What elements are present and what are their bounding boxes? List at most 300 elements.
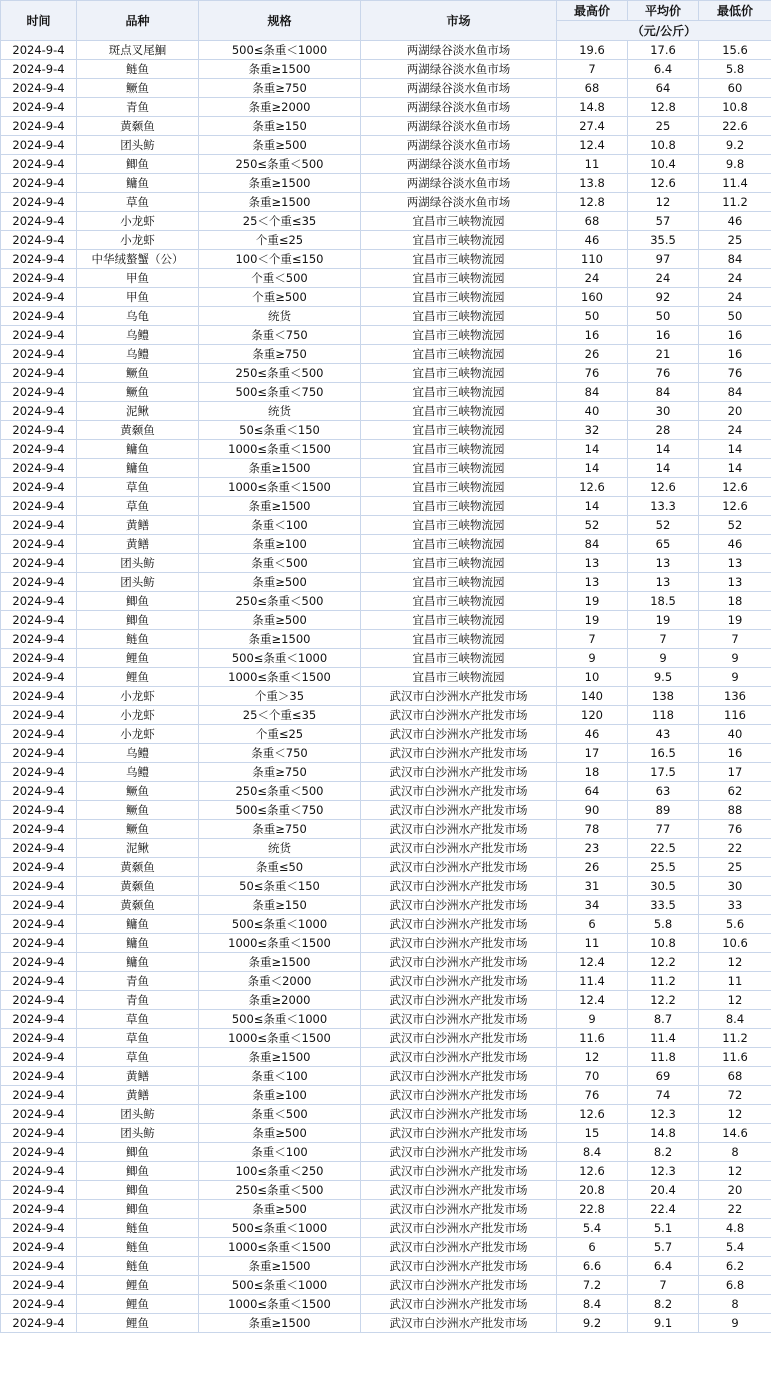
cell-date: 2024-9-4 bbox=[1, 953, 77, 972]
cell-market: 宜昌市三峡物流园 bbox=[361, 516, 557, 535]
cell-min-price: 24 bbox=[699, 421, 771, 440]
cell-avg-price: 12.6 bbox=[628, 478, 699, 497]
cell-spec: 100＜个重≤150 bbox=[199, 250, 361, 269]
cell-market: 武汉市白沙洲水产批发市场 bbox=[361, 1295, 557, 1314]
cell-min-price: 6.8 bbox=[699, 1276, 771, 1295]
cell-market: 宜昌市三峡物流园 bbox=[361, 231, 557, 250]
cell-avg-price: 17.5 bbox=[628, 763, 699, 782]
cell-spec: 条重≥1500 bbox=[199, 193, 361, 212]
cell-avg-price: 97 bbox=[628, 250, 699, 269]
cell-max-price: 68 bbox=[557, 79, 628, 98]
cell-market: 武汉市白沙洲水产批发市场 bbox=[361, 782, 557, 801]
cell-date: 2024-9-4 bbox=[1, 820, 77, 839]
table-row bbox=[1, 1143, 771, 1162]
cell-spec: 条重≥1500 bbox=[199, 1314, 361, 1333]
cell-market: 武汉市白沙洲水产批发市场 bbox=[361, 1219, 557, 1238]
cell-avg-price: 10.8 bbox=[628, 934, 699, 953]
cell-date: 2024-9-4 bbox=[1, 1143, 77, 1162]
cell-date: 2024-9-4 bbox=[1, 573, 77, 592]
cell-max-price: 13 bbox=[557, 573, 628, 592]
cell-avg-price: 76 bbox=[628, 364, 699, 383]
cell-variety: 鳙鱼 bbox=[77, 915, 199, 934]
cell-date: 2024-9-4 bbox=[1, 155, 77, 174]
cell-variety: 鳜鱼 bbox=[77, 364, 199, 383]
cell-market: 武汉市白沙洲水产批发市场 bbox=[361, 1086, 557, 1105]
cell-date: 2024-9-4 bbox=[1, 725, 77, 744]
cell-max-price: 14 bbox=[557, 440, 628, 459]
cell-avg-price: 5.1 bbox=[628, 1219, 699, 1238]
table-header bbox=[1, 1, 771, 41]
cell-date: 2024-9-4 bbox=[1, 1276, 77, 1295]
cell-spec: 条重≥100 bbox=[199, 535, 361, 554]
cell-spec: 条重≥1500 bbox=[199, 630, 361, 649]
cell-avg-price: 16 bbox=[628, 326, 699, 345]
cell-max-price: 8.4 bbox=[557, 1143, 628, 1162]
cell-variety: 鲫鱼 bbox=[77, 1200, 199, 1219]
cell-spec: 1000≤条重＜1500 bbox=[199, 668, 361, 687]
cell-variety: 甲鱼 bbox=[77, 288, 199, 307]
table-row bbox=[1, 345, 771, 364]
table-row bbox=[1, 1200, 771, 1219]
cell-variety: 乌鳢 bbox=[77, 326, 199, 345]
cell-market: 宜昌市三峡物流园 bbox=[361, 212, 557, 231]
cell-variety: 鲫鱼 bbox=[77, 155, 199, 174]
cell-variety: 鳙鱼 bbox=[77, 440, 199, 459]
cell-max-price: 14 bbox=[557, 459, 628, 478]
cell-avg-price: 14 bbox=[628, 459, 699, 478]
table-row bbox=[1, 972, 771, 991]
cell-min-price: 11.4 bbox=[699, 174, 771, 193]
cell-avg-price: 63 bbox=[628, 782, 699, 801]
cell-spec: 条重＜500 bbox=[199, 1105, 361, 1124]
cell-min-price: 17 bbox=[699, 763, 771, 782]
cell-market: 宜昌市三峡物流园 bbox=[361, 554, 557, 573]
cell-date: 2024-9-4 bbox=[1, 1238, 77, 1257]
cell-spec: 250≤条重＜500 bbox=[199, 155, 361, 174]
cell-variety: 黄颡鱼 bbox=[77, 858, 199, 877]
cell-min-price: 52 bbox=[699, 516, 771, 535]
cell-date: 2024-9-4 bbox=[1, 174, 77, 193]
cell-max-price: 26 bbox=[557, 345, 628, 364]
cell-market: 武汉市白沙洲水产批发市场 bbox=[361, 877, 557, 896]
cell-max-price: 12.4 bbox=[557, 953, 628, 972]
table-row bbox=[1, 858, 771, 877]
cell-spec: 条重≥1500 bbox=[199, 1257, 361, 1276]
cell-min-price: 72 bbox=[699, 1086, 771, 1105]
cell-min-price: 12 bbox=[699, 1105, 771, 1124]
header-variety: 品种 bbox=[77, 1, 199, 41]
table-row bbox=[1, 193, 771, 212]
cell-max-price: 11.4 bbox=[557, 972, 628, 991]
table-row bbox=[1, 991, 771, 1010]
cell-avg-price: 28 bbox=[628, 421, 699, 440]
cell-market: 武汉市白沙洲水产批发市场 bbox=[361, 801, 557, 820]
cell-spec: 条重≥1500 bbox=[199, 953, 361, 972]
cell-min-price: 15.6 bbox=[699, 41, 771, 60]
cell-spec: 条重≥150 bbox=[199, 896, 361, 915]
cell-min-price: 46 bbox=[699, 535, 771, 554]
cell-date: 2024-9-4 bbox=[1, 79, 77, 98]
cell-min-price: 9.2 bbox=[699, 136, 771, 155]
cell-date: 2024-9-4 bbox=[1, 98, 77, 117]
cell-date: 2024-9-4 bbox=[1, 934, 77, 953]
cell-max-price: 22.8 bbox=[557, 1200, 628, 1219]
table-row bbox=[1, 896, 771, 915]
table-row bbox=[1, 440, 771, 459]
cell-min-price: 60 bbox=[699, 79, 771, 98]
cell-max-price: 12.6 bbox=[557, 1162, 628, 1181]
cell-max-price: 5.4 bbox=[557, 1219, 628, 1238]
cell-date: 2024-9-4 bbox=[1, 763, 77, 782]
cell-min-price: 30 bbox=[699, 877, 771, 896]
cell-market: 宜昌市三峡物流园 bbox=[361, 459, 557, 478]
cell-spec: 条重≥150 bbox=[199, 117, 361, 136]
cell-max-price: 160 bbox=[557, 288, 628, 307]
table-row bbox=[1, 934, 771, 953]
cell-max-price: 34 bbox=[557, 896, 628, 915]
cell-variety: 草鱼 bbox=[77, 1029, 199, 1048]
cell-min-price: 62 bbox=[699, 782, 771, 801]
cell-variety: 鲫鱼 bbox=[77, 592, 199, 611]
cell-date: 2024-9-4 bbox=[1, 516, 77, 535]
cell-spec: 条重＜2000 bbox=[199, 972, 361, 991]
cell-variety: 草鱼 bbox=[77, 497, 199, 516]
cell-min-price: 5.6 bbox=[699, 915, 771, 934]
table-row bbox=[1, 1105, 771, 1124]
cell-spec: 条重≥750 bbox=[199, 820, 361, 839]
cell-max-price: 14.8 bbox=[557, 98, 628, 117]
cell-market: 两湖绿谷淡水鱼市场 bbox=[361, 136, 557, 155]
cell-max-price: 6 bbox=[557, 1238, 628, 1257]
cell-min-price: 14 bbox=[699, 459, 771, 478]
table-row bbox=[1, 1238, 771, 1257]
cell-avg-price: 8.2 bbox=[628, 1143, 699, 1162]
cell-max-price: 27.4 bbox=[557, 117, 628, 136]
cell-date: 2024-9-4 bbox=[1, 611, 77, 630]
cell-date: 2024-9-4 bbox=[1, 1200, 77, 1219]
cell-spec: 50≤条重＜150 bbox=[199, 877, 361, 896]
table-row bbox=[1, 307, 771, 326]
cell-variety: 鲢鱼 bbox=[77, 60, 199, 79]
table-row bbox=[1, 649, 771, 668]
cell-max-price: 12.4 bbox=[557, 136, 628, 155]
cell-max-price: 17 bbox=[557, 744, 628, 763]
cell-market: 武汉市白沙洲水产批发市场 bbox=[361, 896, 557, 915]
cell-max-price: 76 bbox=[557, 364, 628, 383]
table-row bbox=[1, 383, 771, 402]
cell-avg-price: 74 bbox=[628, 1086, 699, 1105]
cell-avg-price: 22.4 bbox=[628, 1200, 699, 1219]
cell-min-price: 11.2 bbox=[699, 193, 771, 212]
cell-min-price: 8.4 bbox=[699, 1010, 771, 1029]
cell-min-price: 12 bbox=[699, 953, 771, 972]
cell-market: 武汉市白沙洲水产批发市场 bbox=[361, 972, 557, 991]
cell-market: 宜昌市三峡物流园 bbox=[361, 364, 557, 383]
cell-min-price: 10.6 bbox=[699, 934, 771, 953]
table-row bbox=[1, 478, 771, 497]
cell-market: 武汉市白沙洲水产批发市场 bbox=[361, 820, 557, 839]
cell-variety: 鳙鱼 bbox=[77, 459, 199, 478]
cell-variety: 草鱼 bbox=[77, 1048, 199, 1067]
cell-min-price: 68 bbox=[699, 1067, 771, 1086]
table-row bbox=[1, 41, 771, 60]
cell-avg-price: 9.5 bbox=[628, 668, 699, 687]
cell-date: 2024-9-4 bbox=[1, 117, 77, 136]
table-row bbox=[1, 60, 771, 79]
cell-variety: 泥鳅 bbox=[77, 402, 199, 421]
cell-date: 2024-9-4 bbox=[1, 915, 77, 934]
cell-avg-price: 89 bbox=[628, 801, 699, 820]
cell-spec: 条重＜750 bbox=[199, 326, 361, 345]
cell-avg-price: 20.4 bbox=[628, 1181, 699, 1200]
header-unit: （元/公斤） bbox=[557, 21, 771, 41]
cell-variety: 中华绒螯蟹（公） bbox=[77, 250, 199, 269]
cell-avg-price: 24 bbox=[628, 269, 699, 288]
cell-min-price: 24 bbox=[699, 288, 771, 307]
cell-spec: 条重＜750 bbox=[199, 744, 361, 763]
cell-max-price: 10 bbox=[557, 668, 628, 687]
cell-avg-price: 14.8 bbox=[628, 1124, 699, 1143]
cell-max-price: 11.6 bbox=[557, 1029, 628, 1048]
cell-spec: 条重≤50 bbox=[199, 858, 361, 877]
cell-market: 武汉市白沙洲水产批发市场 bbox=[361, 1143, 557, 1162]
cell-date: 2024-9-4 bbox=[1, 231, 77, 250]
cell-max-price: 19 bbox=[557, 611, 628, 630]
cell-variety: 团头鲂 bbox=[77, 1105, 199, 1124]
cell-date: 2024-9-4 bbox=[1, 668, 77, 687]
cell-variety: 小龙虾 bbox=[77, 231, 199, 250]
cell-avg-price: 6.4 bbox=[628, 1257, 699, 1276]
cell-spec: 条重≥2000 bbox=[199, 98, 361, 117]
cell-spec: 250≤条重＜500 bbox=[199, 364, 361, 383]
cell-min-price: 22 bbox=[699, 839, 771, 858]
cell-min-price: 25 bbox=[699, 858, 771, 877]
cell-date: 2024-9-4 bbox=[1, 383, 77, 402]
cell-market: 宜昌市三峡物流园 bbox=[361, 592, 557, 611]
table-row bbox=[1, 706, 771, 725]
cell-variety: 鳙鱼 bbox=[77, 174, 199, 193]
cell-min-price: 76 bbox=[699, 364, 771, 383]
cell-date: 2024-9-4 bbox=[1, 649, 77, 668]
cell-avg-price: 17.6 bbox=[628, 41, 699, 60]
table-row bbox=[1, 1257, 771, 1276]
cell-market: 武汉市白沙洲水产批发市场 bbox=[361, 1048, 557, 1067]
table-row bbox=[1, 250, 771, 269]
cell-spec: 50≤条重＜150 bbox=[199, 421, 361, 440]
cell-date: 2024-9-4 bbox=[1, 877, 77, 896]
cell-min-price: 116 bbox=[699, 706, 771, 725]
cell-date: 2024-9-4 bbox=[1, 554, 77, 573]
table-row bbox=[1, 421, 771, 440]
cell-date: 2024-9-4 bbox=[1, 1181, 77, 1200]
cell-market: 宜昌市三峡物流园 bbox=[361, 269, 557, 288]
cell-date: 2024-9-4 bbox=[1, 60, 77, 79]
cell-variety: 小龙虾 bbox=[77, 725, 199, 744]
cell-spec: 条重≥1500 bbox=[199, 60, 361, 79]
table-row bbox=[1, 535, 771, 554]
cell-market: 武汉市白沙洲水产批发市场 bbox=[361, 1010, 557, 1029]
cell-date: 2024-9-4 bbox=[1, 1219, 77, 1238]
cell-date: 2024-9-4 bbox=[1, 592, 77, 611]
cell-spec: 条重＜100 bbox=[199, 1143, 361, 1162]
cell-spec: 条重≥1500 bbox=[199, 459, 361, 478]
table-row bbox=[1, 820, 771, 839]
cell-max-price: 32 bbox=[557, 421, 628, 440]
cell-variety: 斑点叉尾鮰 bbox=[77, 41, 199, 60]
cell-min-price: 14.6 bbox=[699, 1124, 771, 1143]
cell-spec: 条重≥1500 bbox=[199, 174, 361, 193]
cell-date: 2024-9-4 bbox=[1, 250, 77, 269]
cell-date: 2024-9-4 bbox=[1, 345, 77, 364]
cell-market: 宜昌市三峡物流园 bbox=[361, 250, 557, 269]
cell-avg-price: 25.5 bbox=[628, 858, 699, 877]
cell-min-price: 5.8 bbox=[699, 60, 771, 79]
cell-max-price: 19 bbox=[557, 592, 628, 611]
cell-min-price: 12 bbox=[699, 1162, 771, 1181]
cell-min-price: 11.2 bbox=[699, 1029, 771, 1048]
cell-max-price: 70 bbox=[557, 1067, 628, 1086]
cell-spec: 250≤条重＜500 bbox=[199, 782, 361, 801]
cell-date: 2024-9-4 bbox=[1, 269, 77, 288]
cell-market: 宜昌市三峡物流园 bbox=[361, 478, 557, 497]
cell-max-price: 7.2 bbox=[557, 1276, 628, 1295]
cell-market: 宜昌市三峡物流园 bbox=[361, 573, 557, 592]
cell-date: 2024-9-4 bbox=[1, 839, 77, 858]
cell-max-price: 46 bbox=[557, 231, 628, 250]
cell-avg-price: 12 bbox=[628, 193, 699, 212]
cell-date: 2024-9-4 bbox=[1, 801, 77, 820]
cell-date: 2024-9-4 bbox=[1, 858, 77, 877]
cell-spec: 条重≥2000 bbox=[199, 991, 361, 1010]
cell-min-price: 20 bbox=[699, 1181, 771, 1200]
cell-variety: 黄鳝 bbox=[77, 1086, 199, 1105]
cell-min-price: 4.8 bbox=[699, 1219, 771, 1238]
cell-avg-price: 7 bbox=[628, 1276, 699, 1295]
cell-max-price: 6 bbox=[557, 915, 628, 934]
cell-max-price: 26 bbox=[557, 858, 628, 877]
table-row bbox=[1, 1276, 771, 1295]
cell-date: 2024-9-4 bbox=[1, 440, 77, 459]
cell-max-price: 12.8 bbox=[557, 193, 628, 212]
table-row bbox=[1, 573, 771, 592]
cell-date: 2024-9-4 bbox=[1, 326, 77, 345]
cell-min-price: 16 bbox=[699, 744, 771, 763]
cell-avg-price: 22.5 bbox=[628, 839, 699, 858]
cell-spec: 250≤条重＜500 bbox=[199, 592, 361, 611]
table-row bbox=[1, 98, 771, 117]
cell-avg-price: 19 bbox=[628, 611, 699, 630]
cell-variety: 鲤鱼 bbox=[77, 668, 199, 687]
table-row bbox=[1, 1219, 771, 1238]
cell-variety: 草鱼 bbox=[77, 193, 199, 212]
cell-date: 2024-9-4 bbox=[1, 1048, 77, 1067]
table-row bbox=[1, 554, 771, 573]
cell-max-price: 52 bbox=[557, 516, 628, 535]
cell-variety: 鳙鱼 bbox=[77, 953, 199, 972]
cell-spec: 条重≥750 bbox=[199, 763, 361, 782]
cell-max-price: 7 bbox=[557, 60, 628, 79]
cell-variety: 鳜鱼 bbox=[77, 383, 199, 402]
cell-spec: 条重≥500 bbox=[199, 136, 361, 155]
cell-avg-price: 10.8 bbox=[628, 136, 699, 155]
cell-avg-price: 52 bbox=[628, 516, 699, 535]
cell-date: 2024-9-4 bbox=[1, 991, 77, 1010]
cell-spec: 个重≥500 bbox=[199, 288, 361, 307]
cell-min-price: 24 bbox=[699, 269, 771, 288]
cell-avg-price: 84 bbox=[628, 383, 699, 402]
cell-avg-price: 12.2 bbox=[628, 991, 699, 1010]
cell-spec: 1000≤条重＜1500 bbox=[199, 440, 361, 459]
table-body bbox=[1, 41, 771, 1333]
cell-date: 2024-9-4 bbox=[1, 706, 77, 725]
table-row bbox=[1, 1314, 771, 1333]
cell-variety: 乌鳢 bbox=[77, 744, 199, 763]
cell-max-price: 140 bbox=[557, 687, 628, 706]
cell-avg-price: 50 bbox=[628, 307, 699, 326]
cell-variety: 乌鳢 bbox=[77, 763, 199, 782]
table-row bbox=[1, 744, 771, 763]
cell-avg-price: 8.2 bbox=[628, 1295, 699, 1314]
cell-variety: 鳙鱼 bbox=[77, 934, 199, 953]
cell-min-price: 12.6 bbox=[699, 497, 771, 516]
table-row bbox=[1, 1295, 771, 1314]
cell-max-price: 7 bbox=[557, 630, 628, 649]
cell-market: 宜昌市三峡物流园 bbox=[361, 288, 557, 307]
cell-date: 2024-9-4 bbox=[1, 497, 77, 516]
cell-avg-price: 5.7 bbox=[628, 1238, 699, 1257]
cell-avg-price: 57 bbox=[628, 212, 699, 231]
cell-variety: 草鱼 bbox=[77, 1010, 199, 1029]
cell-variety: 鲤鱼 bbox=[77, 1276, 199, 1295]
cell-avg-price: 12.6 bbox=[628, 174, 699, 193]
cell-date: 2024-9-4 bbox=[1, 1124, 77, 1143]
cell-avg-price: 10.4 bbox=[628, 155, 699, 174]
cell-max-price: 6.6 bbox=[557, 1257, 628, 1276]
table-row bbox=[1, 630, 771, 649]
cell-avg-price: 92 bbox=[628, 288, 699, 307]
header-market: 市场 bbox=[361, 1, 557, 41]
cell-spec: 1000≤条重＜1500 bbox=[199, 1295, 361, 1314]
cell-spec: 个重≤25 bbox=[199, 725, 361, 744]
cell-min-price: 22 bbox=[699, 1200, 771, 1219]
cell-date: 2024-9-4 bbox=[1, 41, 77, 60]
cell-market: 两湖绿谷淡水鱼市场 bbox=[361, 193, 557, 212]
cell-avg-price: 77 bbox=[628, 820, 699, 839]
cell-variety: 青鱼 bbox=[77, 98, 199, 117]
cell-avg-price: 6.4 bbox=[628, 60, 699, 79]
table-row bbox=[1, 174, 771, 193]
cell-variety: 小龙虾 bbox=[77, 687, 199, 706]
cell-avg-price: 18.5 bbox=[628, 592, 699, 611]
cell-variety: 鳜鱼 bbox=[77, 782, 199, 801]
header-avg-price: 平均价 bbox=[628, 1, 699, 21]
cell-min-price: 25 bbox=[699, 231, 771, 250]
cell-max-price: 11 bbox=[557, 155, 628, 174]
cell-avg-price: 8.7 bbox=[628, 1010, 699, 1029]
table-row bbox=[1, 269, 771, 288]
table-row bbox=[1, 79, 771, 98]
cell-max-price: 20.8 bbox=[557, 1181, 628, 1200]
cell-max-price: 84 bbox=[557, 535, 628, 554]
cell-spec: 250≤条重＜500 bbox=[199, 1181, 361, 1200]
cell-max-price: 9 bbox=[557, 1010, 628, 1029]
cell-max-price: 40 bbox=[557, 402, 628, 421]
table-row bbox=[1, 1048, 771, 1067]
cell-market: 两湖绿谷淡水鱼市场 bbox=[361, 117, 557, 136]
cell-max-price: 12.6 bbox=[557, 1105, 628, 1124]
cell-variety: 草鱼 bbox=[77, 478, 199, 497]
table-row bbox=[1, 801, 771, 820]
